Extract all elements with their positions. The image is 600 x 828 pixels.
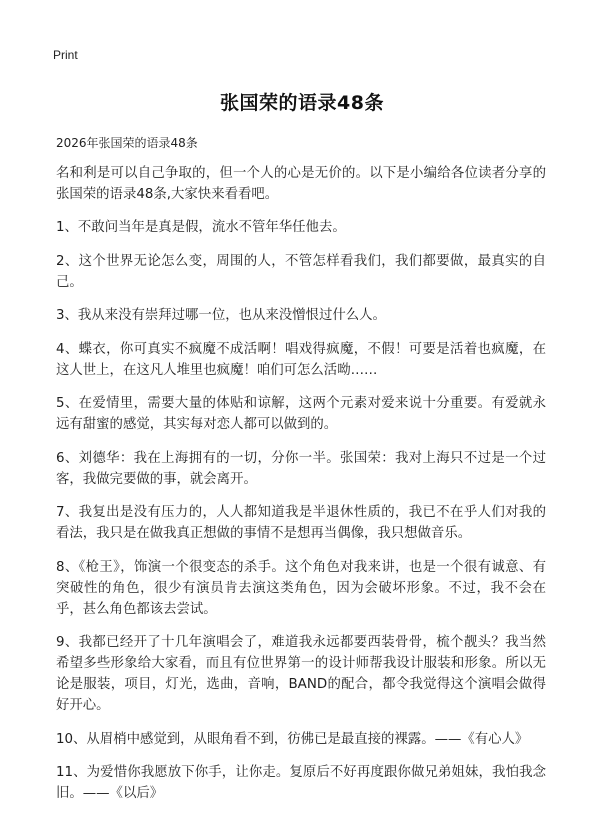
quote-paragraph-4: 4、蝶衣，你可真实不疯魔不成活啊！唱戏得疯魔，不假！可要是活着也疯魔，在这人世上，在这凡人堆里也疯魔！咱们可怎么活呦……: [56, 341, 546, 378]
quote-paragraph-10: 10、从眉梢中感觉到，从眼角看不到，彷佛已是最直接的裸露。——《有心人》: [56, 731, 529, 747]
quote-paragraph-8: 8、《枪王》，饰演一个很变态的杀手。这个角色对我来讲，也是一个很有诚意、有突破性的角色，很少有演员肯去演这类角色，因为会破坏形象。不过，我不会在乎，甚么角色都该去尝试。: [56, 559, 546, 617]
quote-paragraph-1: 1、不敢问当年是真是假，流水不管年华任他去。: [56, 220, 346, 235]
quote-paragraph-6: 6、刘德华：我在上海拥有的一切，分你一半。张国荣：我对上海只不过是一个过客，我做完要做的事，就会离开。: [56, 450, 546, 487]
quote-paragraph-2: 2、这个世界无论怎么变，周围的人，不管怎样看我们，我们都要做，最真实的自己。: [56, 253, 546, 290]
quote-paragraph-11: 11、为爱惜你我愿放下你手，让你走。复原后不好再度跟你做兄弟姐妹，我怕我念旧。——《以后》: [56, 765, 546, 801]
article-body: [56, 163, 546, 804]
intro-paragraph: 名和利是可以自己争取的，但一个人的心是无价的。以下是小编给各位读者分享的张国荣的语录48条,大家快来看看吧。: [56, 166, 546, 202]
page-title: 张国荣的语录48条: [220, 92, 384, 114]
article-subtitle: 2026年张国荣的语录48条: [56, 136, 198, 150]
quote-paragraph-3: 3、我从来没有崇拜过哪一位，也从来没憎恨过什么人。: [56, 308, 386, 323]
print-link[interactable]: Print: [53, 48, 78, 62]
quote-paragraph-7: 7、我复出是没有压力的，人人都知道我是半退休性质的，我已不在乎人们对我的看法，我只是在做我真正想做的事情不是想再当偶像，我只想做音乐。: [56, 505, 546, 541]
quote-paragraph-5: 5、在爱情里，需要大量的体贴和谅解，这两个元素对爱来说十分重要。有爱就永远有甜蜜的感觉，其实每对恋人都可以做到的。: [56, 396, 546, 432]
quote-paragraph-9: 9、我都已经开了十几年演唱会了，难道我永远都要西装骨骨，梳个靓头？我当然希望多些形象给大家看，而且有位世界第一的设计师帮我设计服装和形象。所以无论是服装，项目，灯光，选曲，音响，BAND的配合，都令我觉得这个演唱会做得好开心。: [56, 635, 546, 713]
